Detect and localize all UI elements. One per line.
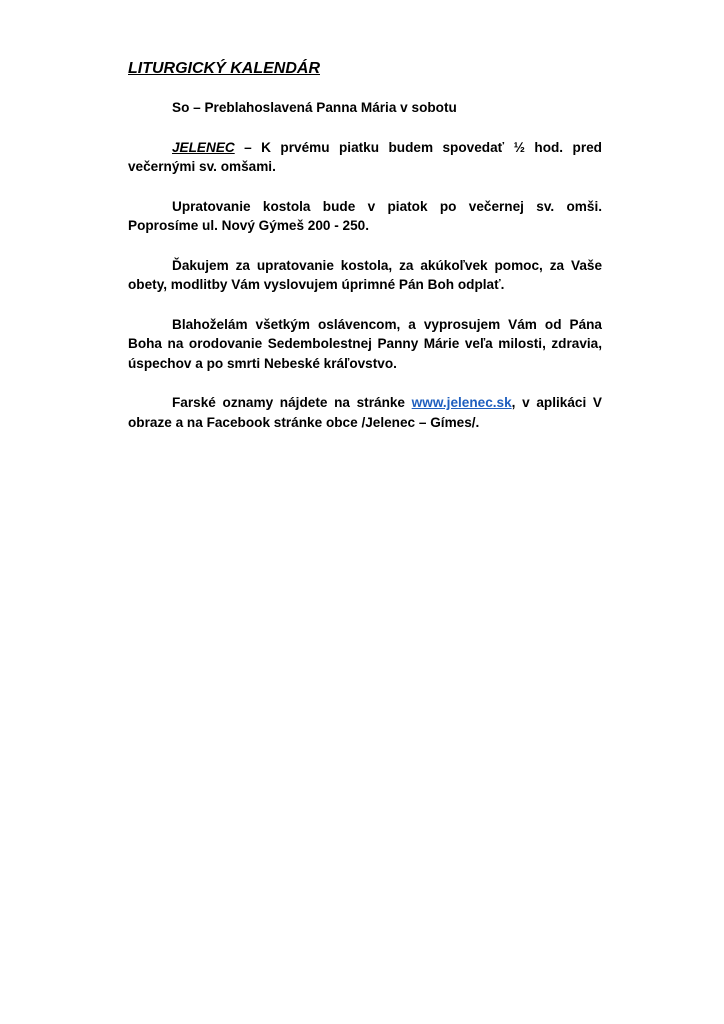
notice-paragraph (128, 393, 602, 432)
confession-text: – K prvému piatku budem spovedať ½ hod. pred večernými sv. omšami. (128, 139, 602, 174)
cleaning-paragraph: Upratovanie kostola bude v piatok po večernej sv. omši. Poprosíme ul. Nový Gýmeš 200 - 250. (128, 198, 602, 233)
liturgy-line: So – Preblahoslavená Panna Mária v sobotu (172, 100, 457, 115)
thanks-paragraph: Ďakujem za upratovanie kostola, za akúkoľvek pomoc, za Vaše obety, modlitby Vám vyslovujem úprimné Pán Boh odplať. (128, 257, 602, 292)
congratulations-paragraph: Blahoželám všetkým oslávencom, a vyprosujem Vám od Pána Boha na orodovanie Sedembolestnej Panny Márie veľa milosti, zdravia, úspechov a po smrti Nebeské kráľovstvo. (128, 316, 602, 371)
place-name: JELENEC (172, 139, 235, 155)
website-link[interactable]: www.jelenec.sk (411, 395, 512, 410)
confession-paragraph (128, 138, 602, 177)
page-title: LITURGICKÝ KALENDÁR (128, 60, 320, 77)
notice-text-after: , v aplikáci V obraze a na Facebook stránke obce /Jelenec – Gímes/. (128, 395, 602, 430)
announcements-body (128, 98, 602, 452)
notice-text-before: Farské oznamy nájdete na stránke (172, 395, 412, 410)
